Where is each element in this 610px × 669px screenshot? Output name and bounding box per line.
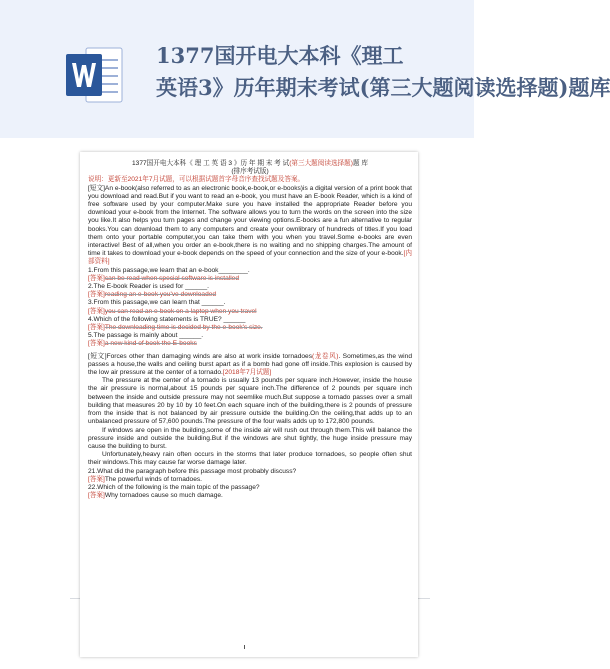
doc-heading: 1377国开电大本科《 理 工 英 语 3 》历 年 期 末 考 试(第三大题阅读选择题)题 库 — [132, 160, 368, 167]
question-2: 2.The E-book Reader is used for ______. — [88, 283, 209, 291]
passage-2-para-4: Unfortunately,heavy rain often occurs in the storms that later produce tornadoes, so people often shut their windows.This may cause far worse damage later. — [88, 451, 412, 467]
answer-3: [答案]you can read an e-book on a laptop when you travel — [88, 307, 257, 315]
answer-22: [答案]Why tornadoes cause so much damage. — [88, 492, 223, 500]
doc-notice: 说明：更新至2021年7月试题，可以根据试题首字母音序查找试题及答案。 — [88, 176, 305, 184]
passage-2: [短文]Forces other than damaging winds are also at work inside tornadoes(龙卷风). Sometimes,as the wind passes a house,the walls and ceiling burst apart as if a bomb had gone off inside.This explosion is caused by the low air pressure at the center of a tornado.[2018年7月试题] — [88, 352, 412, 377]
document-body — [88, 160, 412, 500]
word-document-icon — [66, 44, 124, 106]
preview-banner — [0, 0, 610, 138]
question-5: 5.The passage is mainly about ______. — [88, 332, 204, 340]
passage-2-para-3: If windows are open in the building,some of the inside air will rush out through them.This will balance the pressure inside and outside the building.But if the windows are shut tightly, the huge inside pressure may cause the building to burst. — [88, 426, 412, 450]
answer-21: [答案]The powerful winds of tornadoes. — [88, 475, 202, 483]
page-number-mark — [244, 645, 245, 649]
document-title-line2: 英语3》历年期末考试(第三大题阅读选择题)题库 — [156, 75, 610, 100]
passage-2-para-2: The pressure at the center of a tornado is usually 13 pounds per square inch.However, inside the house the air pressure is normal,about 15 pounds per square inch.The difference of 2 pounds per square inch between the inside and outside pressure may not seemlike much.But suppose a tornado passes over a small building that measures 20 by 10 by 10 feet.On each square inch of the building,there is 2 pounds of pressure from the inside that is not balanced by air pressure outside the building.On the ceiling,that adds up to an unbalanced pressure of 57,600 pounds.The pressure of the four walls adds up to 172,800 pounds. — [88, 377, 412, 426]
answer-2: [答案]reading an e-book you've downloaded — [88, 291, 217, 299]
question-21: 21.What did the paragraph before this passage most probably discuss? — [88, 467, 297, 475]
passage-1: [短文]An e-book(also referred to as an electronic book,e-book,or e-books)is a digital version of a print book that you download and read.But if you want to read an e-book, you must have an E-book Reader, which is a kind of free software used by your computer.Make sure you have installed the appropriate Reader before you download your e-book from the Internet. The software allows you to turn the words on the screen into the size you like.It also helps you turn pages and change your viewing options.E-books are a fun alternative to regular books.You can download them to any computers and create your ownlibrary of hundreds of titles.If you load them onto your portable computer,you can take them with you when you travel.Some e-books are even interactive! Best of all,when you order an e-book,there is no waiting and no shipping charges.The amount of time it takes to download your e-book depends on the speed of your connection and the size of your e-book.[内部资料] — [88, 184, 413, 266]
answer-4: [答案]The downloading time is decided by the e-book's size. — [88, 324, 263, 332]
question-1: 1.From this passage,we learn that an e-book________. — [88, 266, 250, 274]
answer-5: [答案]a new kind of book the E-books — [88, 340, 197, 348]
question-3: 3.From this passage,we can learn that ______. — [88, 299, 226, 307]
answer-1: [答案]can be read when special software is installed — [88, 274, 240, 282]
doc-subtitle: (排序考试版) — [231, 168, 269, 176]
document-title-line1: 1377国开电大本科《理工 — [156, 43, 404, 68]
question-22: 22.Which of the following is the main topic of the passage? — [88, 483, 260, 491]
question-4: 4.Which of the following statements is TRUE? ______ — [88, 315, 246, 323]
